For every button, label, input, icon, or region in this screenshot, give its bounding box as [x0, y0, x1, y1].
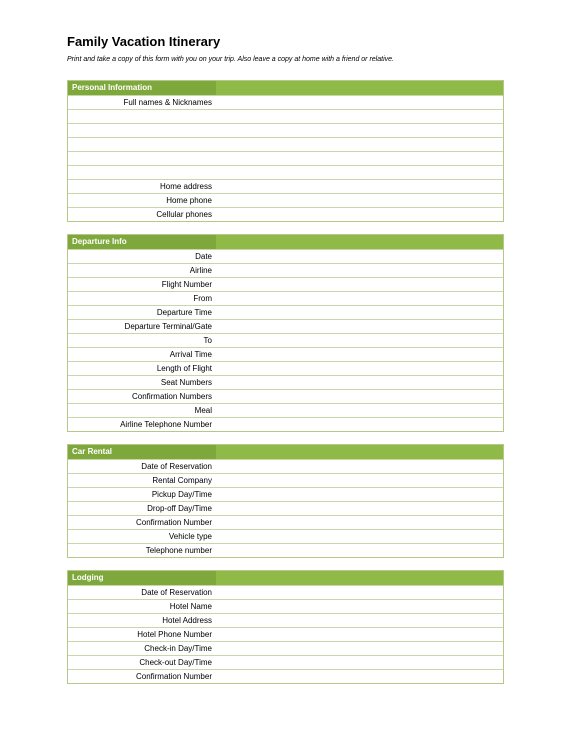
form-row: [68, 417, 503, 431]
row-value-field[interactable]: [212, 96, 503, 109]
row-label: Pickup Day/Time: [151, 490, 212, 499]
row-label: Meal: [194, 406, 212, 415]
row-value-field[interactable]: [212, 166, 503, 179]
section-header: Personal Information: [68, 81, 503, 95]
row-label: Confirmation Number: [135, 672, 212, 681]
row-label: Home address: [159, 182, 212, 191]
row-label: Home phone: [166, 196, 212, 205]
form-row: [68, 347, 503, 361]
form-row: [68, 403, 503, 417]
row-value-field[interactable]: [212, 390, 503, 403]
row-value-field[interactable]: [212, 194, 503, 207]
row-value-field[interactable]: [212, 600, 503, 613]
row-label: From: [193, 294, 212, 303]
form-row: [68, 263, 503, 277]
section-header: Car Rental: [68, 445, 503, 459]
form-row: [68, 361, 503, 375]
form-row: [68, 319, 503, 333]
form-row: [68, 641, 503, 655]
form-row: [68, 333, 503, 347]
form-row: [68, 459, 503, 473]
form-row: [68, 193, 503, 207]
row-label: Departure Time: [156, 308, 212, 317]
section-personal-information: [67, 80, 504, 222]
row-label: Date of Reservation: [141, 588, 212, 597]
row-value-field[interactable]: [212, 138, 503, 151]
form-row: [68, 109, 503, 123]
row-label: Telephone number: [145, 546, 212, 555]
form-row: [68, 627, 503, 641]
form-row: [68, 207, 503, 221]
section-lodging: [67, 570, 504, 684]
row-value-field[interactable]: [212, 670, 503, 683]
row-label: Seat Numbers: [160, 378, 212, 387]
section-departure-info: [67, 234, 504, 432]
form-row: [68, 249, 503, 263]
row-value-field[interactable]: [212, 628, 503, 641]
row-value-field[interactable]: [212, 642, 503, 655]
row-value-field[interactable]: [212, 376, 503, 389]
form-row: [68, 123, 503, 137]
row-label: Hotel Address: [162, 616, 212, 625]
form-row: [68, 95, 503, 109]
row-value-field[interactable]: [212, 320, 503, 333]
row-label: Check-in Day/Time: [144, 644, 212, 653]
row-value-field[interactable]: [212, 586, 503, 599]
form-row: [68, 277, 503, 291]
form-row: [68, 529, 503, 543]
row-value-field[interactable]: [212, 110, 503, 123]
form-row: [68, 501, 503, 515]
row-label: Flight Number: [161, 280, 212, 289]
form-row: [68, 151, 503, 165]
row-label: [68, 110, 212, 123]
form-row: [68, 515, 503, 529]
form-row: [68, 669, 503, 683]
section-header: Lodging: [68, 571, 503, 585]
row-value-field[interactable]: [212, 362, 503, 375]
row-value-field[interactable]: [212, 516, 503, 529]
row-label: Hotel Phone Number: [137, 630, 212, 639]
row-value-field[interactable]: [212, 348, 503, 361]
row-value-field[interactable]: [212, 544, 503, 557]
row-label: Drop-off Day/Time: [147, 504, 212, 513]
form-row: [68, 599, 503, 613]
row-value-field[interactable]: [212, 278, 503, 291]
form-row: [68, 655, 503, 669]
row-label: Confirmation Number: [135, 518, 212, 527]
row-value-field[interactable]: [212, 460, 503, 473]
row-label: Hotel Name: [169, 602, 212, 611]
row-label: Airline: [189, 266, 212, 275]
form-row: [68, 585, 503, 599]
row-label: Airline Telephone Number: [120, 420, 212, 429]
row-label: Rental Company: [152, 476, 212, 485]
row-label: Full names & Nicknames: [123, 98, 212, 107]
row-label: Vehicle type: [168, 532, 212, 541]
row-label: Arrival Time: [169, 350, 212, 359]
row-value-field[interactable]: [212, 306, 503, 319]
row-value-field[interactable]: [212, 292, 503, 305]
form-row: [68, 137, 503, 151]
row-label: [68, 124, 212, 137]
row-value-field[interactable]: [212, 656, 503, 669]
row-value-field[interactable]: [212, 502, 503, 515]
row-label: Departure Terminal/Gate: [124, 322, 212, 331]
page-title: Family Vacation Itinerary: [67, 34, 221, 49]
form-row: [68, 543, 503, 557]
form-row: [68, 389, 503, 403]
form-row: [68, 305, 503, 319]
section-car-rental: [67, 444, 504, 558]
row-value-field[interactable]: [212, 180, 503, 193]
row-value-field[interactable]: [212, 404, 503, 417]
form-row: [68, 473, 503, 487]
row-label: To: [203, 336, 212, 345]
row-value-field[interactable]: [212, 488, 503, 501]
row-label: Length of Flight: [156, 364, 212, 373]
row-label: [68, 166, 212, 179]
form-row: [68, 375, 503, 389]
row-value-field[interactable]: [212, 474, 503, 487]
row-value-field[interactable]: [212, 530, 503, 543]
form-row: [68, 179, 503, 193]
row-label: Date of Reservation: [141, 462, 212, 471]
form-row: [68, 487, 503, 501]
row-label: Check-out Day/Time: [139, 658, 212, 667]
row-value-field[interactable]: [212, 334, 503, 347]
row-value-field[interactable]: [212, 124, 503, 137]
row-label: Confirmation Numbers: [131, 392, 212, 401]
row-label: Cellular phones: [156, 210, 212, 219]
row-label: [68, 138, 212, 151]
row-label: Date: [195, 252, 212, 261]
row-value-field[interactable]: [212, 418, 503, 431]
row-value-field[interactable]: [212, 208, 503, 221]
form-row: [68, 291, 503, 305]
form-row: [68, 165, 503, 179]
row-value-field[interactable]: [212, 152, 503, 165]
row-label: [68, 152, 212, 165]
form-row: [68, 613, 503, 627]
row-value-field[interactable]: [212, 250, 503, 263]
row-value-field[interactable]: [212, 614, 503, 627]
page-subtitle: Print and take a copy of this form with you on your trip. Also leave a copy at home with a friend or relative.: [67, 56, 394, 63]
section-header: Departure Info: [68, 235, 503, 249]
row-value-field[interactable]: [212, 264, 503, 277]
